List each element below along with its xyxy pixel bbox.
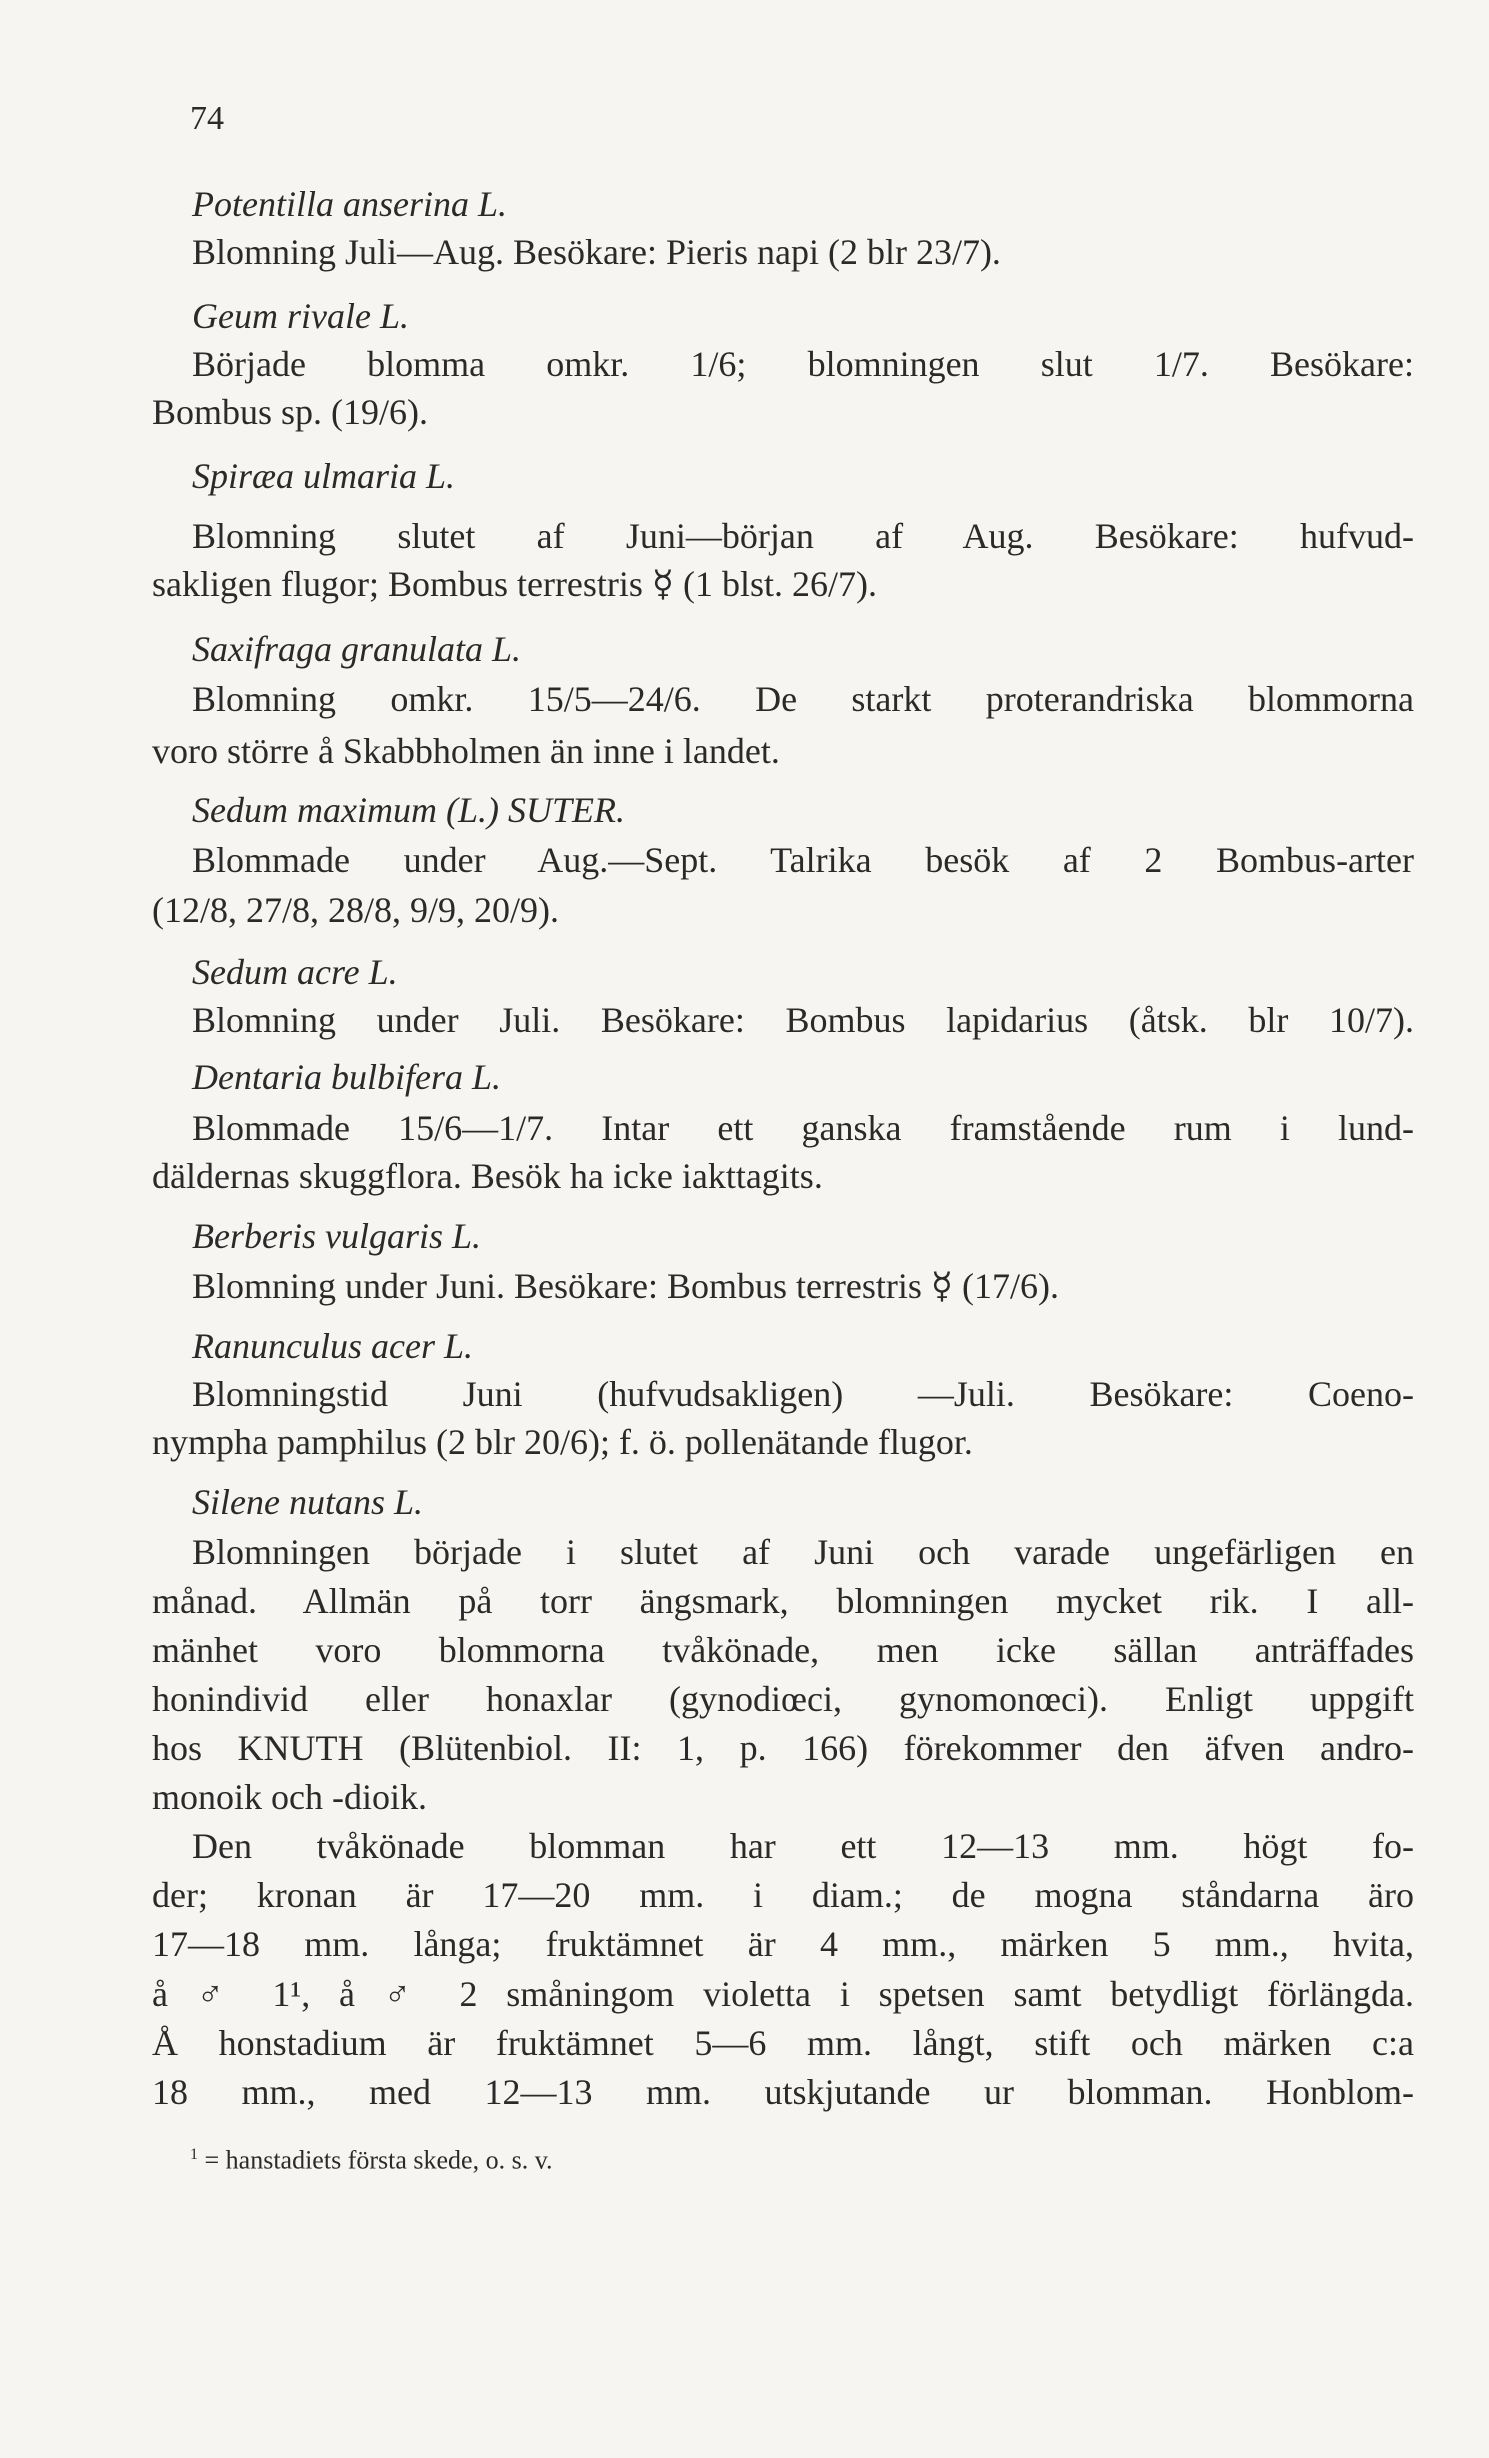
text-line: Blommade under Aug.—Sept. Talrika besök af 2 Bombus-arter xyxy=(192,840,1414,880)
text-line: Började blomma omkr. 1/6; blomningen slut 1/7. Besökare: xyxy=(192,344,1414,384)
species-heading: Geum rivale L. xyxy=(192,296,409,336)
text-line: honindivid eller honaxlar (gynodiœci, gynomonœci). Enligt uppgift xyxy=(152,1679,1414,1719)
text-line: Blomningen började i slutet af Juni och varade ungefärligen en xyxy=(192,1532,1414,1572)
text-line: 18 mm., med 12—13 mm. utskjutande ur blomman. Honblom- xyxy=(152,2072,1414,2112)
footnote-marker: 1 xyxy=(190,2146,198,2163)
text-line: däldernas skuggflora. Besök ha icke iakttagits. xyxy=(152,1156,823,1196)
species-heading: Ranunculus acer L. xyxy=(192,1326,473,1366)
footnote xyxy=(190,2138,553,2178)
species-heading: Saxifraga granulata L. xyxy=(192,629,522,669)
text-line: mänhet voro blommorna tvåkönade, men icke sällan anträffades xyxy=(152,1630,1414,1670)
species-heading: Sedum maximum (L.) SUTER. xyxy=(192,790,625,830)
page-number: 74 xyxy=(190,100,224,137)
text-line: sakligen flugor; Bombus terrestris ☿ (1 blst. 26/7). xyxy=(152,564,878,604)
text-line: Blomning Juli—Aug. Besökare: Pieris napi (2 blr 23/7). xyxy=(192,232,1001,272)
text-line: monoik och -dioik. xyxy=(152,1777,427,1817)
text-line: voro större å Skabbholmen än inne i landet. xyxy=(152,731,780,771)
species-heading: Silene nutans L. xyxy=(192,1482,423,1522)
text-line: Bombus sp. (19/6). xyxy=(152,392,429,432)
text-line: der; kronan är 17—20 mm. i diam.; de mogna ståndarna äro xyxy=(152,1875,1414,1915)
text-line: Å honstadium är fruktämnet 5—6 mm. långt, stift och märken c:a xyxy=(152,2023,1414,2063)
species-heading: Berberis vulgaris L. xyxy=(192,1216,482,1256)
text-line: nympha pamphilus (2 blr 20/6); f. ö. pollenätande flugor. xyxy=(152,1422,973,1462)
footnote-text: = hanstadiets första skede, o. s. v. xyxy=(204,2145,553,2175)
text-line: Blomning under Juni. Besökare: Bombus terrestris ☿ (17/6). xyxy=(192,1266,1059,1306)
text-line: Blomning slutet af Juni—början af Aug. Besökare: hufvud- xyxy=(192,516,1414,556)
species-heading: Potentilla anserina L. xyxy=(192,184,507,224)
text-line: (12/8, 27/8, 28/8, 9/9, 20/9). xyxy=(152,890,559,930)
text-line: Blommade 15/6—1/7. Intar ett ganska framstående rum i lund- xyxy=(192,1108,1414,1148)
text-line: Blomning under Juli. Besökare: Bombus lapidarius (åtsk. blr 10/7). xyxy=(192,1000,1414,1040)
species-heading: Dentaria bulbifera L. xyxy=(192,1057,502,1097)
text-line: hos KNUTH (Blütenbiol. II: 1, p. 166) förekommer den äfven andro- xyxy=(152,1728,1414,1768)
text-line: 17—18 mm. långa; fruktämnet är 4 mm., märken 5 mm., hvita, xyxy=(152,1924,1414,1964)
text-line: Blomning omkr. 15/5—24/6. De starkt proterandriska blommorna xyxy=(192,679,1414,719)
text-line: Blomningstid Juni (hufvudsakligen) —Juli. Besökare: Coeno- xyxy=(192,1374,1414,1414)
text-line: Den tvåkönade blomman har ett 12—13 mm. högt fo- xyxy=(192,1826,1414,1866)
species-heading: Sedum acre L. xyxy=(192,952,398,992)
text-line: å ♂ 1¹, å ♂ 2 småningom violetta i spetsen samt betydligt förlängda. xyxy=(152,1974,1414,2014)
species-heading: Spiræa ulmaria L. xyxy=(192,456,456,496)
text-line: månad. Allmän på torr ängsmark, blomningen mycket rik. I all- xyxy=(152,1581,1414,1621)
